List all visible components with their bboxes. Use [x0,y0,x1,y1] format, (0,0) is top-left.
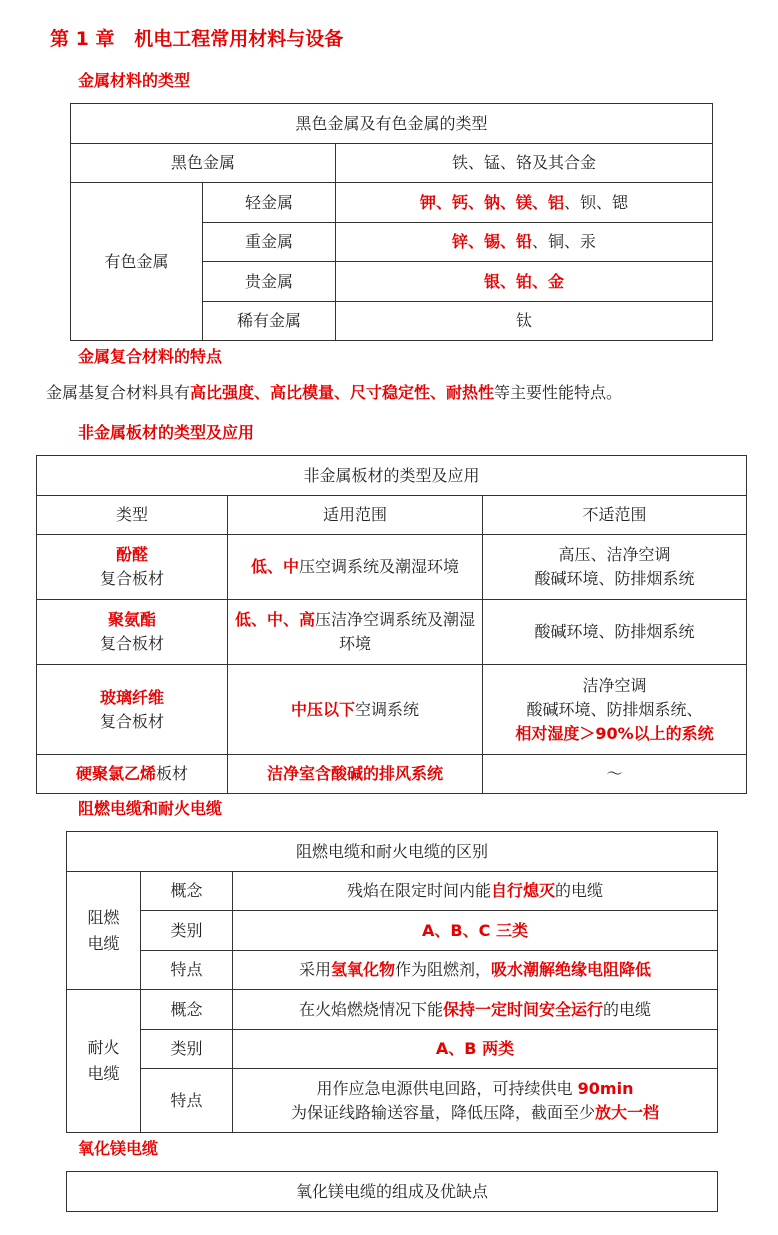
type-cell: 玻璃纤维 复合板材 [37,665,228,755]
table-caption: 氧化镁电缆的组成及优缺点 [67,1172,718,1212]
header-apply: 适用范围 [228,496,483,535]
heavy-metal-value: 锌、锡、铅、铜、汞 [336,223,713,262]
type-cell: 聚氨酯 复合板材 [37,600,228,665]
table-caption: 黑色金属及有色金属的类型 [71,104,713,144]
heavy-metal-label: 重金属 [203,223,336,262]
class-label: 类别 [141,911,233,951]
table-caption: 非金属板材的类型及应用 [37,456,747,496]
nonmetal-board-table [36,455,747,794]
section-heading-nonmetal: 非金属板材的类型及应用 [78,423,255,442]
light-metal-label: 轻金属 [203,183,336,223]
apply-cell: 低、中压空调系统及潮湿环境 [228,535,483,600]
section-heading-cable: 阻燃电缆和耐火电缆 [78,799,223,818]
light-metal-value: 钾、钙、钠、镁、铝、钡、锶 [336,183,713,223]
rare-metal-label: 稀有金属 [203,302,336,341]
class-value: A、B 两类 [233,1030,718,1069]
chapter-title: 第 1 章 机电工程常用材料与设备 [50,28,344,50]
table-row [37,665,747,755]
rare-metal-value: 钛 [336,302,713,341]
apply-cell: 低、中、高压洁净空调系统及潮湿环境 [228,600,483,665]
cable-comparison-table [66,831,718,1133]
ferrous-label: 黑色金属 [71,144,336,183]
table-caption: 阻燃电缆和耐火电缆的区别 [67,832,718,872]
class-label: 类别 [141,1030,233,1069]
notapply-cell: 高压、洁净空调 酸碱环境、防排烟系统 [483,535,747,600]
concept-label: 概念 [141,872,233,911]
flame-retardant-label: 阻燃电缆 [67,872,141,990]
feature-label: 特点 [141,1069,233,1133]
composite-paragraph: 金属基复合材料具有高比强度、高比模量、尺寸稳定性、耐热性等主要性能特点。 [46,383,623,402]
section-heading-metal-types: 金属材料的类型 [78,71,191,90]
ferrous-value: 铁、锰、铬及其合金 [336,144,713,183]
fire-resistant-label: 耐火电缆 [67,990,141,1133]
table-row [37,600,747,665]
nonferrous-label: 有色金属 [71,183,203,341]
type-cell: 硬聚氯乙烯板材 [37,755,228,794]
section-heading-composite: 金属复合材料的特点 [78,347,223,366]
metal-types-table [70,103,713,341]
apply-cell: 中压以下空调系统 [228,665,483,755]
precious-metal-label: 贵金属 [203,262,336,302]
table-row [37,755,747,794]
class-value: A、B、C 三类 [233,911,718,951]
feature-value: 用作应急电源供电回路，可持续供电 90min 为保证线路输送容量，降低压降，截面至少放大一档 [233,1069,718,1133]
mgo-cable-table [66,1171,718,1212]
concept-value: 在火焰燃烧情况下能保持一定时间安全运行的电缆 [233,990,718,1030]
notapply-cell: ～ [483,755,747,794]
type-cell: 酚醛 复合板材 [37,535,228,600]
header-notapply: 不适范围 [483,496,747,535]
notapply-cell: 洁净空调 酸碱环境、防排烟系统、 相对湿度＞90%以上的系统 [483,665,747,755]
concept-label: 概念 [141,990,233,1030]
apply-cell: 洁净室含酸碱的排风系统 [228,755,483,794]
feature-label: 特点 [141,951,233,990]
precious-metal-value: 银、铂、金 [336,262,713,302]
header-type: 类型 [37,496,228,535]
section-heading-mgo: 氧化镁电缆 [78,1139,159,1158]
notapply-cell: 酸碱环境、防排烟系统 [483,600,747,665]
table-row [37,535,747,600]
feature-value: 采用氢氧化物作为阻燃剂，吸水潮解绝缘电阻降低 [233,951,718,990]
concept-value: 残焰在限定时间内能自行熄灭的电缆 [233,872,718,911]
